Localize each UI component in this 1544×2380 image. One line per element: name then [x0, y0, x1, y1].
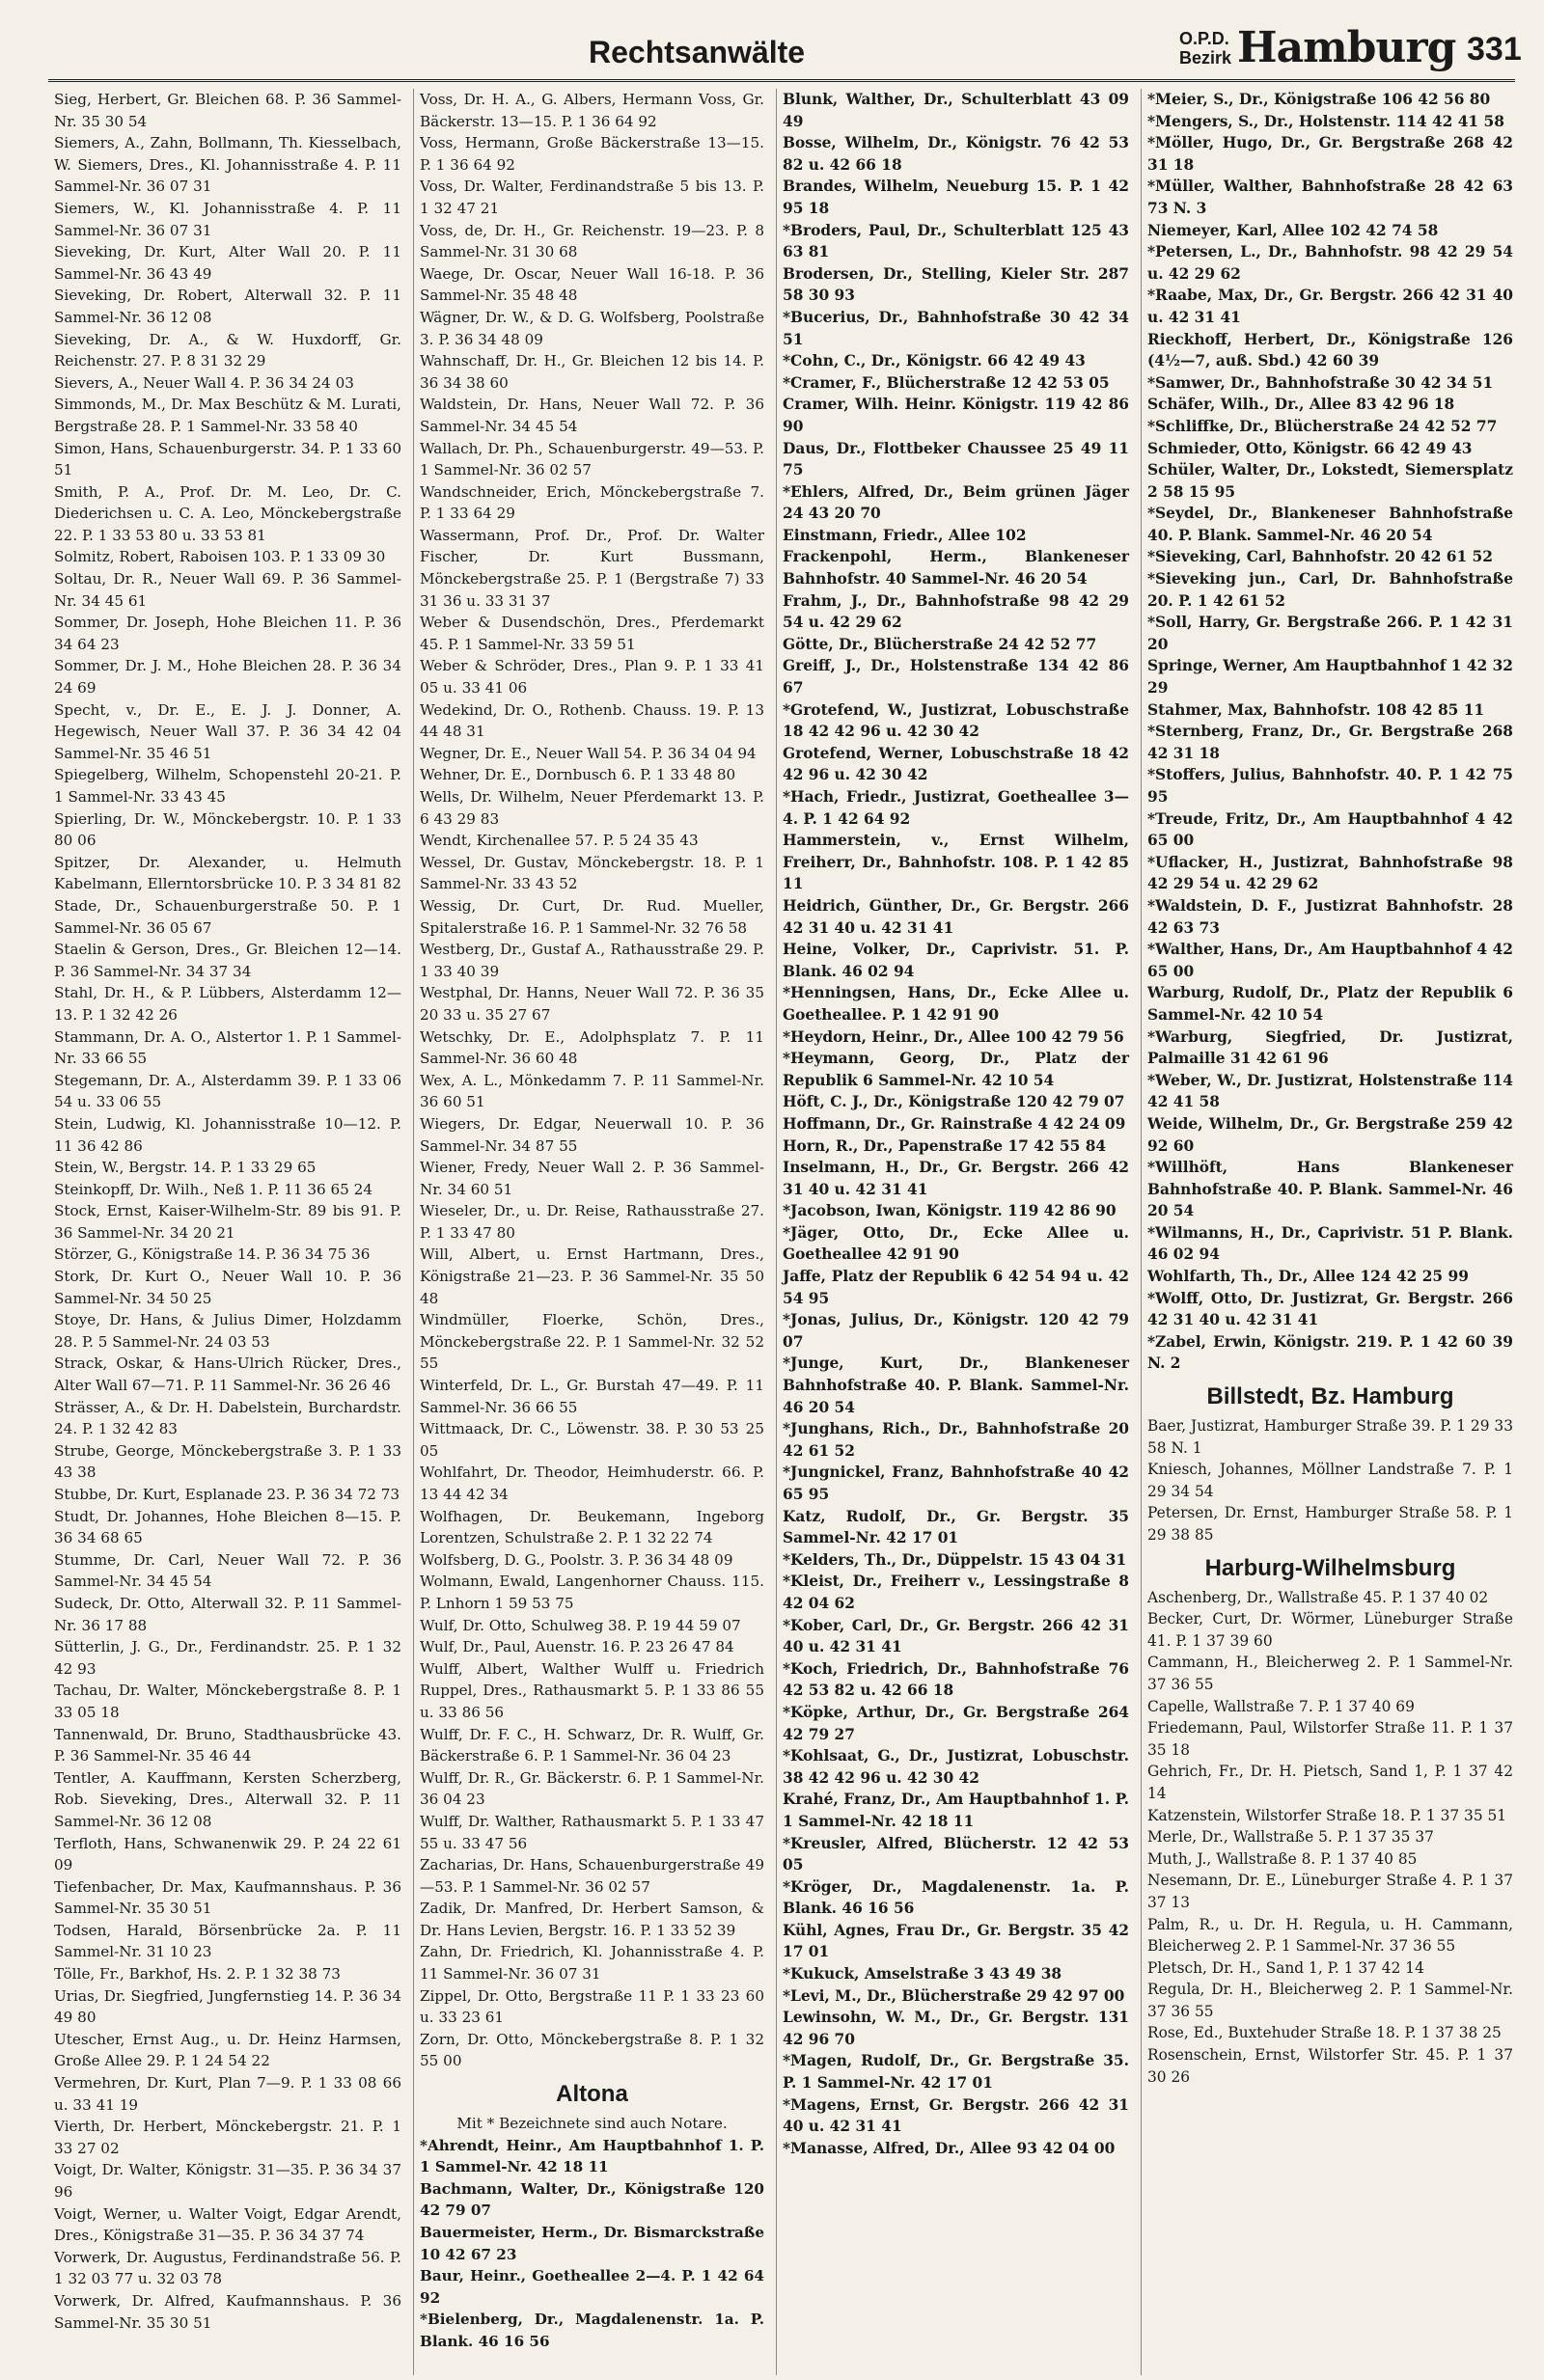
directory-entry: Muth, J., Wallstraße 8. P. 1 37 40 85 — [1147, 1849, 1418, 1868]
directory-entry: Sommer, Dr. Joseph, Hohe Bleichen 11. P. 36 34 64 23 — [54, 614, 401, 653]
directory-entry: Wolfsberg, D. G., Poolstr. 3. P. 36 34 48 09 — [420, 1550, 733, 1569]
directory-entry: Wessel, Dr. Gustav, Mönckebergstr. 18. P. 1 Sammel-Nr. 33 43 52 — [420, 853, 764, 893]
page-header — [48, 19, 1522, 82]
directory-entry: Zacharias, Dr. Hans, Schauenburgerstraße 49—53. P. 1 Sammel-Nr. 36 02 57 — [420, 1856, 764, 1896]
directory-entry: Strässer, A., & Dr. H. Dabelstein, Burchardstr. 24. P. 1 32 42 83 — [54, 1398, 401, 1438]
directory-entry: Wandschneider, Erich, Mönckebergstraße 7. P. 1 33 64 29 — [420, 482, 764, 523]
directory-entry: Wedekind, Dr. O., Rothenb. Chauss. 19. P. 13 44 48 31 — [420, 700, 764, 741]
column-3 — [776, 89, 1135, 2375]
directory-entry: *Meier, S., Dr., Königstraße 106 42 56 80 — [1147, 91, 1491, 108]
directory-entry: *Cramer, F., Blücherstraße 12 42 53 05 — [783, 373, 1110, 392]
directory-entry: Lewinsohn, W. M., Dr., Gr. Bergstr. 131 42 96 70 — [783, 2009, 1129, 2048]
directory-entry: *Magens, Ernst, Gr. Bergstr. 266 42 31 40 u. 42 31 41 — [783, 2095, 1129, 2136]
directory-entry: Vorwerk, Dr. Alfred, Kaufmannshaus. P. 36 Sammel-Nr. 35 30 51 — [54, 2291, 401, 2332]
directory-entry: Siemers, W., Kl. Johannisstraße 4. P. 11 Sammel-Nr. 36 07 31 — [54, 199, 401, 239]
directory-entry: Zadik, Dr. Manfred, Dr. Herbert Samson, & Dr. Hans Levien, Bergstr. 16. P. 1 33 52 39 — [420, 1900, 764, 1939]
directory-entry: *Kober, Carl, Dr., Gr. Bergstr. 266 42 31 40 u. 42 31 41 — [783, 1616, 1129, 1656]
directory-entry: Stubbe, Dr. Kurt, Esplanade 23. P. 36 34 72 73 — [54, 1486, 400, 1503]
directory-entry: *Kelders, Th., Dr., Düppelstr. 15 43 04 31 — [783, 1550, 1127, 1569]
directory-entry: Tiefenbacher, Dr. Max, Kaufmannshaus. P. 36 Sammel-Nr. 35 30 51 — [54, 1877, 401, 1918]
directory-entry: Voigt, Werner, u. Walter Voigt, Edgar Arendt, Dres., Königstraße 31—35. P. 36 34 37 74 — [54, 2204, 401, 2245]
directory-entry: Solmitz, Robert, Raboisen 103. P. 1 33 09 30 — [54, 548, 386, 566]
directory-entry: Voss, Dr. H. A., G. Albers, Hermann Voss, Gr. Bäckerstr. 13—15. P. 1 36 64 92 — [420, 91, 764, 130]
directory-entry: *Seydel, Dr., Blankeneser Bahnhofstraße 40. P. Blank. Sammel-Nr. 46 20 54 — [1147, 505, 1513, 544]
directory-entry: Vierth, Dr. Herbert, Mönckebergstr. 21. P. 1 33 27 02 — [54, 2118, 401, 2157]
directory-entry: Sieveking, Dr. Robert, Alterwall 32. P. 11 Sammel-Nr. 36 12 08 — [54, 287, 401, 326]
directory-entry: Schäfer, Wilh., Dr., Allee 83 42 96 18 — [1147, 396, 1455, 414]
directory-entry: *Heydorn, Heinr., Dr., Allee 100 42 79 56 — [783, 1027, 1124, 1046]
directory-entry: *Sieveking jun., Carl, Dr. Bahnhofstraße 20. P. 1 42 61 52 — [1147, 570, 1513, 610]
directory-entry: *Jungnickel, Franz, Bahnhofstraße 40 42 65 95 — [783, 1464, 1129, 1503]
directory-entry: Stahl, Dr. H., & P. Lübbers, Alsterdamm 12—13. P. 1 32 42 26 — [54, 984, 401, 1024]
directory-entry: Stoye, Dr. Hans, & Julius Dimer, Holzdamm 28. P. 5 Sammel-Nr. 24 03 53 — [54, 1311, 401, 1351]
directory-entry: Tölle, Fr., Barkhof, Hs. 2. P. 1 32 38 73 — [54, 1965, 341, 1983]
section-title-altona: Altona — [556, 2081, 628, 2108]
directory-entry: Brodersen, Dr., Stelling, Kieler Str. 287 58 30 93 — [783, 264, 1129, 305]
directory-entry: Stahmer, Max, Bahnhofstr. 108 42 85 11 — [1147, 700, 1485, 719]
directory-entry: Nesemann, Dr. E., Lüneburger Straße 4. P. 1 37 37 13 — [1147, 1872, 1513, 1911]
directory-entry: *Sieveking, Carl, Bahnhofstr. 20 42 61 52 — [1147, 548, 1493, 566]
directory-entry: Westphal, Dr. Hanns, Neuer Wall 72. P. 36 35 20 33 u. 35 27 67 — [420, 984, 764, 1024]
directory-entry: Simmonds, M., Dr. Max Beschütz & M. Lurati, Bergstraße 28. P. 1 Sammel-Nr. 33 58 40 — [54, 396, 401, 435]
directory-entry: *Wolff, Otto, Dr. Justizrat, Gr. Bergstr. 266 42 31 40 u. 42 31 41 — [1147, 1289, 1513, 1329]
directory-entry: Spitzer, Dr. Alexander, u. Helmuth Kabelmann, Ellerntorsbrücke 10. P. 3 34 81 82 — [54, 853, 401, 893]
directory-entry: Westberg, Dr., Gustaf A., Rathausstraße 29. P. 1 33 40 39 — [420, 941, 764, 980]
billstedt-entry-list — [1147, 1415, 1513, 1546]
directory-entry: Götte, Dr., Blücherstraße 24 42 52 77 — [783, 635, 1097, 653]
directory-entry: Wolfhagen, Dr. Beukemann, Ingeborg Lorentzen, Schulstraße 2. P. 1 32 22 74 — [420, 1507, 764, 1547]
directory-entry: Grotefend, Werner, Lobuschstraße 18 42 42 96 u. 42 30 42 — [783, 744, 1129, 784]
directory-entry: Daus, Dr., Flottbeker Chaussee 25 49 11 75 — [783, 439, 1129, 479]
directory-entry: *Junge, Kurt, Dr., Blankeneser Bahnhofstraße 40. P. Blank. Sammel-Nr. 46 20 54 — [783, 1354, 1129, 1416]
region-label-line1: O.P.D. — [1179, 29, 1229, 48]
directory-entry: Cammann, H., Bleicherweg 2. P. 1 Sammel-Nr. 37 36 55 — [1147, 1654, 1513, 1693]
directory-entry: Schmieder, Otto, Königstr. 66 42 49 43 — [1147, 439, 1473, 457]
directory-entry: Strack, Oskar, & Hans-Ulrich Rücker, Dres., Alter Wall 67—71. P. 11 Sammel-Nr. 36 26 46 — [54, 1354, 401, 1395]
directory-entry: Wegner, Dr. E., Neuer Wall 54. P. 36 34 04 94 — [420, 744, 757, 762]
directory-entry: *Ehlers, Alfred, Dr., Beim grünen Jäger 24 43 20 70 — [783, 482, 1129, 523]
directory-entry: *Cohn, C., Dr., Königstr. 66 42 49 43 — [783, 352, 1086, 370]
directory-entry: Sieveking, Dr. Kurt, Alter Wall 20. P. 11 Sammel-Nr. 36 43 49 — [54, 243, 401, 283]
directory-entry: Gehrich, Fr., Dr. H. Pietsch, Sand 1, P. 1 37 42 14 — [1147, 1763, 1513, 1802]
directory-entry: Baur, Heinr., Goetheallee 2—4. P. 1 42 64 92 — [420, 2267, 764, 2307]
directory-entry: *Levi, M., Dr., Blücherstraße 29 42 97 00 — [783, 1986, 1125, 2005]
directory-entry: *Hach, Friedr., Justizrat, Goetheallee 3—4. P. 1 42 64 92 — [783, 788, 1129, 828]
directory-entry: *Wilmanns, H., Dr., Caprivistr. 51 P. Blank. 46 02 94 — [1147, 1223, 1513, 1264]
directory-entry: Sudeck, Dr. Otto, Alterwall 32. P. 11 Sammel-Nr. 36 17 88 — [54, 1594, 401, 1634]
directory-entry: Regula, Dr. H., Bleicherweg 2. P. 1 Sammel-Nr. 37 36 55 — [1147, 1981, 1513, 2020]
directory-entry: Wolmann, Ewald, Langenhorner Chauss. 115. P. Lnhorn 1 59 53 75 — [420, 1573, 764, 1612]
directory-entry: Wallach, Dr. Ph., Schauenburgerstr. 49—53. P. 1 Sammel-Nr. 36 02 57 — [420, 439, 764, 479]
directory-entry: Friedemann, Paul, Wilstorfer Straße 11. P. 1 37 35 18 — [1147, 1719, 1513, 1759]
directory-entry: Heine, Volker, Dr., Caprivistr. 51. P. Blank. 46 02 94 — [783, 941, 1129, 980]
directory-entry: Hoffmann, Dr., Gr. Rainstraße 4 42 24 09 — [783, 1114, 1126, 1133]
directory-entry: Heidrich, Günther, Dr., Gr. Bergstr. 266 42 31 40 u. 42 31 41 — [783, 896, 1129, 937]
directory-entry: *Kröger, Dr., Magdalenenstr. 1a. P. Blank. 46 16 56 — [783, 1877, 1129, 1918]
directory-entry: Katz, Rudolf, Dr., Gr. Bergstr. 35 Sammel-Nr. 42 17 01 — [783, 1507, 1129, 1547]
directory-entry: Stein, W., Bergstr. 14. P. 1 33 29 65 — [54, 1159, 317, 1177]
directory-entry: Terfloth, Hans, Schwanenwik 29. P. 24 22 61 09 — [54, 1834, 401, 1874]
directory-entry: Wieseler, Dr., u. Dr. Reise, Rathausstraße 27. P. 1 33 47 80 — [420, 1202, 764, 1242]
directory-entry: *Broders, Paul, Dr., Schulterblatt 125 43 63 81 — [783, 221, 1129, 261]
directory-entry: Spierling, Dr. W., Mönckebergstr. 10. P. 1 33 80 06 — [54, 809, 401, 850]
directory-entry: *Raabe, Max, Dr., Gr. Bergstr. 266 42 31 40 u. 42 31 41 — [1147, 287, 1513, 326]
directory-entry: Aschenberg, Dr., Wallstraße 45. P. 1 37 40 02 — [1147, 1588, 1489, 1606]
directory-entry: Weber & Dusendschön, Dres., Pferdemarkt 45. P. 1 Sammel-Nr. 33 59 51 — [420, 614, 764, 653]
directory-entry: Simon, Hans, Schauenburgerstr. 34. P. 1 33 60 51 — [54, 439, 401, 479]
directory-entry: Katzenstein, Wilstorfer Straße 18. P. 1 37 35 51 — [1147, 1806, 1507, 1824]
directory-entry: Petersen, Dr. Ernst, Hamburger Straße 58. P. 1 29 38 85 — [1147, 1504, 1513, 1544]
directory-entry: Niemeyer, Karl, Allee 102 42 74 58 — [1147, 221, 1439, 239]
directory-entry: Bosse, Wilhelm, Dr., Königstr. 76 42 53 82 u. 42 66 18 — [783, 134, 1129, 174]
directory-entry: Wulff, Dr. R., Gr. Bäckerstr. 6. P. 1 Sammel-Nr. 36 04 23 — [420, 1768, 764, 1809]
directory-entry: Tentler, A. Kauffmann, Kersten Scherzberg, Rob. Sieveking, Dres., Alterwall 32. P. 11 Sammel-Nr. 36 12 08 — [54, 1768, 401, 1830]
directory-entry: *Jäger, Otto, Dr., Ecke Allee u. Goetheallee 42 91 90 — [783, 1223, 1129, 1264]
directory-entry: Wiegers, Dr. Edgar, Neuerwall 10. P. 36 Sammel-Nr. 34 87 55 — [420, 1114, 764, 1155]
directory-entry: Sommer, Dr. J. M., Hohe Bleichen 28. P. 36 34 24 69 — [54, 657, 401, 698]
directory-entry: Baer, Justizrat, Hamburger Straße 39. P. 1 29 33 58 N. 1 — [1147, 1417, 1513, 1457]
directory-entry: Inselmann, H., Dr., Gr. Bergstr. 266 42 31 40 u. 42 31 41 — [783, 1159, 1129, 1198]
directory-entry: Wiener, Fredy, Neuer Wall 2. P. 36 Sammel-Nr. 34 60 51 — [420, 1159, 764, 1198]
directory-entry: Winterfeld, Dr. L., Gr. Burstah 47—49. P. 11 Sammel-Nr. 36 66 55 — [420, 1377, 764, 1416]
directory-entry: Zippel, Dr. Otto, Bergstraße 11 P. 1 33 23 60 u. 33 23 61 — [420, 1986, 764, 2027]
directory-entry: Vermehren, Dr. Kurt, Plan 7—9. P. 1 33 08 66 u. 33 41 19 — [54, 2074, 401, 2114]
directory-entry: Wehner, Dr. E., Dornbusch 6. P. 1 33 48 80 — [420, 766, 736, 784]
directory-entry: Smith, P. A., Prof. Dr. M. Leo, Dr. C. Diederichsen u. C. A. Leo, Mönckebergstraße 22. P. 1 33 53 80 u. 33 53 81 — [54, 482, 401, 544]
directory-entry: Stumme, Dr. Carl, Neuer Wall 72. P. 36 Sammel-Nr. 34 45 54 — [54, 1550, 401, 1591]
directory-entry: *Ahrendt, Heinr., Am Hauptbahnhof 1. P. 1 Sammel-Nr. 42 18 11 — [420, 2136, 764, 2176]
directory-entry: Utescher, Ernst Aug., u. Dr. Heinz Harmsen, Große Allee 29. P. 1 24 54 22 — [54, 2030, 401, 2070]
directory-entry: Spiegelberg, Wilhelm, Schopenstehl 20-21. P. 1 Sammel-Nr. 33 43 45 — [54, 766, 401, 806]
directory-entry: *Schliffke, Dr., Blücherstraße 24 42 52 77 — [1147, 417, 1498, 435]
directory-entry: Hammerstein, v., Ernst Wilhelm, Freiherr, Dr., Bahnhofstr. 108. P. 1 42 85 11 — [783, 832, 1129, 893]
directory-entry: Schüler, Walter, Dr., Lokstedt, Siemersplatz 2 58 15 95 — [1147, 461, 1513, 501]
directory-entry: Stork, Dr. Kurt O., Neuer Wall 10. P. 36 Sammel-Nr. 34 50 25 — [54, 1268, 401, 1307]
directory-entry: *Müller, Walther, Bahnhofstraße 28 42 63 73 N. 3 — [1147, 178, 1513, 217]
directory-entry: Cramer, Wilh. Heinr. Königstr. 119 42 86 90 — [783, 396, 1129, 435]
directory-entry: *Mengers, S., Dr., Holstenstr. 114 42 41 58 — [1147, 112, 1504, 130]
directory-entry: Wessig, Dr. Curt, Dr. Rud. Mueller, Spitalerstraße 16. P. 1 Sammel-Nr. 32 76 58 — [420, 896, 764, 937]
directory-entry: Springe, Werner, Am Hauptbahnhof 1 42 32 29 — [1147, 657, 1513, 698]
notary-note: Mit * Bezeichnete sind auch Notare. — [456, 2115, 728, 2133]
altona-entry-list — [420, 2135, 764, 2353]
directory-entry: Sieg, Herbert, Gr. Bleichen 68. P. 36 Sammel-Nr. 35 30 54 — [54, 91, 401, 130]
directory-entry: Rosenschein, Ernst, Wilstorfer Str. 45. P. 1 37 30 26 — [1147, 2046, 1513, 2086]
entry-list — [783, 89, 1129, 2159]
directory-entry: Wohlfarth, Th., Dr., Allee 124 42 25 99 — [1147, 1268, 1469, 1286]
directory-entry: Krahé, Franz, Dr., Am Hauptbahnhof 1. P. 1 Sammel-Nr. 42 18 11 — [783, 1791, 1129, 1830]
directory-entry: Weide, Wilhelm, Dr., Gr. Bergstraße 259 42 92 60 — [1147, 1114, 1513, 1155]
directory-entry: Kniesch, Johannes, Möllner Landstraße 7. P. 1 29 34 54 — [1147, 1461, 1513, 1500]
directory-entry: Rieckhoff, Herbert, Dr., Königstraße 126 (4½—7, auß. Sbd.) 42 60 39 — [1147, 330, 1513, 370]
directory-entry: Will, Albert, u. Ernst Hartmann, Dres., Königstraße 21—23. P. 36 Sammel-Nr. 35 50 48 — [420, 1245, 764, 1307]
directory-entry: Wulff, Dr. Walther, Rathausmarkt 5. P. 1 33 47 55 u. 33 47 56 — [420, 1812, 764, 1852]
directory-entry: *Willhöft, Hans Blankeneser Bahnhofstraße 40. P. Blank. Sammel-Nr. 46 20 54 — [1147, 1159, 1513, 1220]
directory-entry: *Stoffers, Julius, Bahnhofstr. 40. P. 1 42 75 95 — [1147, 766, 1513, 806]
directory-entry: *Walther, Hans, Dr., Am Hauptbahnhof 4 42 65 00 — [1147, 941, 1513, 980]
directory-entry: *Grotefend, W., Justizrat, Lobuschstraße 18 42 42 96 u. 42 30 42 — [783, 700, 1129, 741]
directory-entry: Sievers, A., Neuer Wall 4. P. 36 34 24 03 — [54, 373, 354, 392]
directory-entry: Horn, R., Dr., Papenstraße 17 42 55 84 — [783, 1136, 1107, 1155]
directory-entry: Merle, Dr., Wallstraße 5. P. 1 37 35 37 — [1147, 1828, 1434, 1847]
directory-entry: Jaffe, Platz der Republik 6 42 54 94 u. 42 54 95 — [783, 1268, 1129, 1307]
directory-entry: *Uflacker, H., Justizrat, Bahnhofstraße 98 42 29 54 u. 42 29 62 — [1147, 853, 1513, 893]
directory-entry: *Waldstein, D. F., Justizrat Bahnhofstr. 28 42 63 73 — [1147, 896, 1513, 937]
entry-list — [1147, 89, 1513, 1375]
directory-entry: Bachmann, Walter, Dr., Königstraße 120 42 79 07 — [420, 2179, 764, 2220]
directory-entry: *Manasse, Alfred, Dr., Allee 93 42 04 00 — [783, 2139, 1116, 2157]
region-label-line2: Bezirk — [1179, 48, 1232, 68]
directory-entry: Frahm, J., Dr., Bahnhofstraße 98 42 29 54 u. 42 29 62 — [783, 591, 1129, 632]
directory-entry: Strube, George, Mönckebergstraße 3. P. 1 33 43 38 — [54, 1441, 401, 1482]
directory-entry: Stein, Ludwig, Kl. Johannisstraße 10—12. P. 11 36 42 86 — [54, 1114, 401, 1155]
harburg-entry-list — [1147, 1587, 1513, 2089]
directory-entry: Wassermann, Prof. Dr., Prof. Dr. Walter Fischer, Dr. Kurt Bussmann, Mönckebergstraße 25. P. 1 (Bergstraße 7) 33 31 36 u. 33 31 37 — [420, 526, 764, 610]
directory-entry: Wulf, Dr. Otto, Schulweg 38. P. 19 44 59 07 — [420, 1616, 741, 1634]
directory-entry: Wulf, Dr., Paul, Auenstr. 16. P. 23 26 47 84 — [420, 1638, 734, 1656]
directory-entry: Voss, de, Dr. H., Gr. Reichenstr. 19—23. P. 8 Sammel-Nr. 31 30 68 — [420, 221, 764, 261]
directory-entry: Wittmaack, Dr. C., Löwenstr. 38. P. 30 53 25 05 — [420, 1420, 764, 1460]
section-title-billstedt: Billstedt, Bz. Hamburg — [1206, 1383, 1454, 1410]
directory-entry: *Samwer, Dr., Bahnhofstraße 30 42 34 51 — [1147, 373, 1494, 392]
directory-entry: Wulff, Dr. F. C., H. Schwarz, Dr. R. Wulff, Gr. Bäckerstraße 6. P. 1 Sammel-Nr. 36 04 23 — [420, 1725, 764, 1765]
directory-entry: Staelin & Gerson, Dres., Gr. Bleichen 12—14. P. 36 Sammel-Nr. 34 37 34 — [54, 941, 401, 980]
directory-entry: Voigt, Dr. Walter, Königstr. 31—35. P. 36 34 37 96 — [54, 2161, 401, 2201]
directory-entry: *Kohlsaat, G., Dr., Justizrat, Lobuschstr. 38 42 42 96 u. 42 30 42 — [783, 1747, 1129, 1787]
directory-entry: Wulff, Albert, Walther Wulff u. Friedrich Ruppel, Dres., Rathausmarkt 5. P. 1 33 86 55 u. 33 86 56 — [420, 1659, 764, 1721]
directory-entry: Stegemann, Dr. A., Alsterdamm 39. P. 1 33 06 54 u. 33 06 55 — [54, 1071, 401, 1111]
section-heading: Rechtsanwälte — [589, 35, 806, 69]
entry-list — [420, 89, 764, 2072]
directory-entry: *Magen, Rudolf, Dr., Gr. Bergstraße 35. P. 1 Sammel-Nr. 42 17 01 — [783, 2052, 1129, 2093]
directory-entry: Urias, Dr. Siegfried, Jungfernstieg 14. P. 36 34 49 80 — [54, 1986, 401, 2027]
directory-entry: Pletsch, Dr. H., Sand 1, P. 1 37 42 14 — [1147, 1958, 1424, 1977]
directory-entry: *Köpke, Arthur, Dr., Gr. Bergstraße 264 42 79 27 — [783, 1703, 1129, 1743]
directory-entry: *Koch, Friedrich, Dr., Bahnhofstraße 76 42 53 82 u. 42 66 18 — [783, 1659, 1129, 1700]
directory-entry: Sütterlin, J. G., Dr., Ferdinandstr. 25. P. 1 32 42 93 — [54, 1638, 401, 1678]
directory-entry: Höft, C. J., Dr., Königstraße 120 42 79 07 — [783, 1093, 1125, 1111]
directory-entry: *Junghans, Rich., Dr., Bahnhofstraße 20 42 61 52 — [783, 1420, 1129, 1460]
directory-entry: Waldstein, Dr. Hans, Neuer Wall 72. P. 36 Sammel-Nr. 34 45 54 — [420, 396, 764, 435]
directory-entry: Stade, Dr., Schauenburgerstraße 50. P. 1 Sammel-Nr. 36 05 67 — [54, 896, 401, 937]
directory-entry: Tachau, Dr. Walter, Mönckebergstraße 8. P. 1 33 05 18 — [54, 1682, 401, 1721]
directory-entry: Wahnschaff, Dr. H., Gr. Bleichen 12 bis 14. P. 36 34 38 60 — [420, 352, 764, 392]
directory-entry: Todsen, Harald, Börsenbrücke 2a. P. 11 Sammel-Nr. 31 10 23 — [54, 1921, 401, 1961]
directory-entry: Sieveking, Dr. A., & W. Huxdorff, Gr. Reichenstr. 27. P. 8 31 32 29 — [54, 330, 401, 370]
directory-entry: Wetschky, Dr. E., Adolphsplatz 7. P. 11 Sammel-Nr. 36 60 48 — [420, 1027, 764, 1068]
directory-entry: Soltau, Dr. R., Neuer Wall 69. P. 36 Sammel-Nr. 34 45 61 — [54, 570, 401, 610]
section-title-harburg: Harburg-Wilhelmsburg — [1204, 1554, 1456, 1581]
directory-entry: Steinkopff, Dr. Wilh., Neß 1. P. 11 36 65 24 — [54, 1180, 372, 1198]
directory-entry: Wägner, Dr. W., & D. G. Wolfsberg, Poolstraße 3. P. 36 34 48 09 — [420, 308, 764, 348]
directory-entry: Zahn, Dr. Friedrich, Kl. Johannisstraße 4. P. 11 Sammel-Nr. 36 07 31 — [420, 1943, 764, 1983]
directory-entry: Blunk, Walther, Dr., Schulterblatt 43 09 49 — [783, 91, 1129, 130]
directory-entry: Zorn, Dr. Otto, Mönckebergstraße 8. P. 1 32 55 00 — [420, 2030, 764, 2070]
entry-list — [54, 89, 401, 2334]
directory-entry: Becker, Curt, Dr. Wörmer, Lüneburger Straße 41. P. 1 37 39 60 — [1147, 1610, 1513, 1650]
directory-entry: Capelle, Wallstraße 7. P. 1 37 40 69 — [1147, 1697, 1415, 1715]
directory-entry: *Bucerius, Dr., Bahnhofstraße 30 42 34 51 — [783, 308, 1129, 348]
city-heading: Hamburg — [1237, 23, 1456, 72]
column-4 — [1141, 89, 1519, 2375]
directory-entry: Einstmann, Friedr., Allee 102 — [783, 526, 1027, 544]
region-label — [1179, 29, 1231, 68]
column-2 — [413, 89, 770, 2375]
directory-entry: *Bielenberg, Dr., Magdalenenstr. 1a. P. Blank. 46 16 56 — [420, 2311, 764, 2350]
column-1 — [48, 89, 407, 2375]
directory-entry: Kühl, Agnes, Frau Dr., Gr. Bergstr. 35 42 17 01 — [783, 1921, 1129, 1961]
directory-entry: Voss, Hermann, Große Bäckerstraße 13—15. P. 1 36 64 92 — [420, 134, 764, 174]
directory-entry: Wohlfahrt, Dr. Theodor, Heimhuderstr. 66. P. 13 44 42 34 — [420, 1464, 764, 1503]
directory-entry: Voss, Dr. Walter, Ferdinandstraße 5 bis 13. P. 1 32 47 21 — [420, 178, 764, 217]
directory-entry: *Zabel, Erwin, Königstr. 219. P. 1 42 60 39 N. 2 — [1147, 1332, 1513, 1373]
directory-entry: *Warburg, Siegfried, Dr. Justizrat, Palmaille 31 42 61 96 — [1147, 1027, 1513, 1068]
directory-entry: *Kleist, Dr., Freiherr v., Lessingstraße 8 42 04 62 — [783, 1573, 1129, 1612]
directory-entry: Specht, v., Dr. E., E. J. J. Donner, A. Hegewisch, Neuer Wall 37. P. 36 34 42 04 Sammel-Nr. 35 46 51 — [54, 700, 401, 762]
directory-entry: Warburg, Rudolf, Dr., Platz der Republik 6 Sammel-Nr. 42 10 54 — [1147, 984, 1513, 1024]
directory-entry: Weber & Schröder, Dres., Plan 9. P. 1 33 41 05 u. 33 41 06 — [420, 657, 764, 698]
directory-entry: Stock, Ernst, Kaiser-Wilhelm-Str. 89 bis 91. P. 36 Sammel-Nr. 34 20 21 — [54, 1202, 401, 1242]
directory-entry: *Möller, Hugo, Dr., Gr. Bergstraße 268 42 31 18 — [1147, 134, 1513, 174]
directory-entry: Rose, Ed., Buxtehuder Straße 18. P. 1 37 38 25 — [1147, 2024, 1502, 2042]
directory-entry: Bauermeister, Herm., Dr. Bismarckstraße 10 42 67 23 — [420, 2224, 764, 2263]
directory-entry: *Weber, W., Dr. Justizrat, Holstenstraße 114 42 41 58 — [1147, 1071, 1513, 1111]
directory-entry: Siemers, A., Zahn, Bollmann, Th. Kiesselbach, W. Siemers, Dres., Kl. Johannisstraße 4. P. 11 Sammel-Nr. 36 07 31 — [54, 134, 401, 196]
directory-entry: Windmüller, Floerke, Schön, Dres., Mönckebergstraße 22. P. 1 Sammel-Nr. 32 52 55 — [420, 1311, 764, 1373]
page-number: 331 — [1467, 31, 1522, 68]
directory-entry: Stammann, Dr. A. O., Alstertor 1. P. 1 Sammel-Nr. 33 66 55 — [54, 1027, 401, 1068]
directory-entry: Störzer, G., Königstraße 14. P. 36 34 75 36 — [54, 1245, 371, 1264]
directory-entry: Wex, A. L., Mönkedamm 7. P. 11 Sammel-Nr. 36 60 51 — [420, 1071, 764, 1111]
directory-entry: *Henningsen, Hans, Dr., Ecke Allee u. Goetheallee. P. 1 42 91 90 — [783, 984, 1129, 1024]
directory-entry: Greiff, J., Dr., Holstenstraße 134 42 86 67 — [783, 657, 1129, 698]
directory-entry: Wells, Dr. Wilhelm, Neuer Pferdemarkt 13. P. 6 43 29 83 — [420, 788, 764, 828]
directory-entry: Studt, Dr. Johannes, Hohe Bleichen 8—15. P. 36 34 68 65 — [54, 1507, 401, 1547]
directory-entry: Frackenpohl, Herm., Blankeneser Bahnhofstr. 40 Sammel-Nr. 46 20 54 — [783, 548, 1129, 588]
directory-entry: *Sternberg, Franz, Dr., Gr. Bergstraße 268 42 31 18 — [1147, 723, 1513, 762]
directory-entry: Wendt, Kirchenallee 57. P. 5 24 35 43 — [420, 832, 699, 850]
directory-entry: *Jacobson, Iwan, Königstr. 119 42 86 90 — [783, 1202, 1117, 1220]
directory-entry: *Kukuck, Amselstraße 3 43 49 38 — [783, 1965, 1062, 1983]
directory-entry: Waege, Dr. Oscar, Neuer Wall 16-18. P. 36 Sammel-Nr. 35 48 48 — [420, 264, 764, 305]
directory-entry: *Heymann, Georg, Dr., Platz der Republik 6 Sammel-Nr. 42 10 54 — [783, 1050, 1129, 1089]
directory-entry: *Kreusler, Alfred, Blücherstr. 12 42 53 05 — [783, 1834, 1129, 1874]
directory-entry: *Petersen, L., Dr., Bahnhofstr. 98 42 29 54 u. 42 29 62 — [1147, 243, 1513, 283]
directory-entry: Tannenwald, Dr. Bruno, Stadthausbrücke 43. P. 36 Sammel-Nr. 35 46 44 — [54, 1725, 401, 1765]
directory-entry: Vorwerk, Dr. Augustus, Ferdinandstraße 56. P. 1 32 03 77 u. 32 03 78 — [54, 2248, 401, 2288]
directory-entry: *Treude, Fritz, Dr., Am Hauptbahnhof 4 42 65 00 — [1147, 809, 1513, 850]
directory-entry: *Soll, Harry, Gr. Bergstraße 266. P. 1 42 31 20 — [1147, 614, 1513, 653]
directory-entry: Brandes, Wilhelm, Neueburg 15. P. 1 42 95 18 — [783, 178, 1129, 217]
directory-entry: *Jonas, Julius, Dr., Königstr. 120 42 79 07 — [783, 1311, 1129, 1351]
directory-entry: Palm, R., u. Dr. H. Regula, u. H. Cammann, Bleicherweg 2. P. 1 Sammel-Nr. 37 36 55 — [1147, 1915, 1513, 1956]
